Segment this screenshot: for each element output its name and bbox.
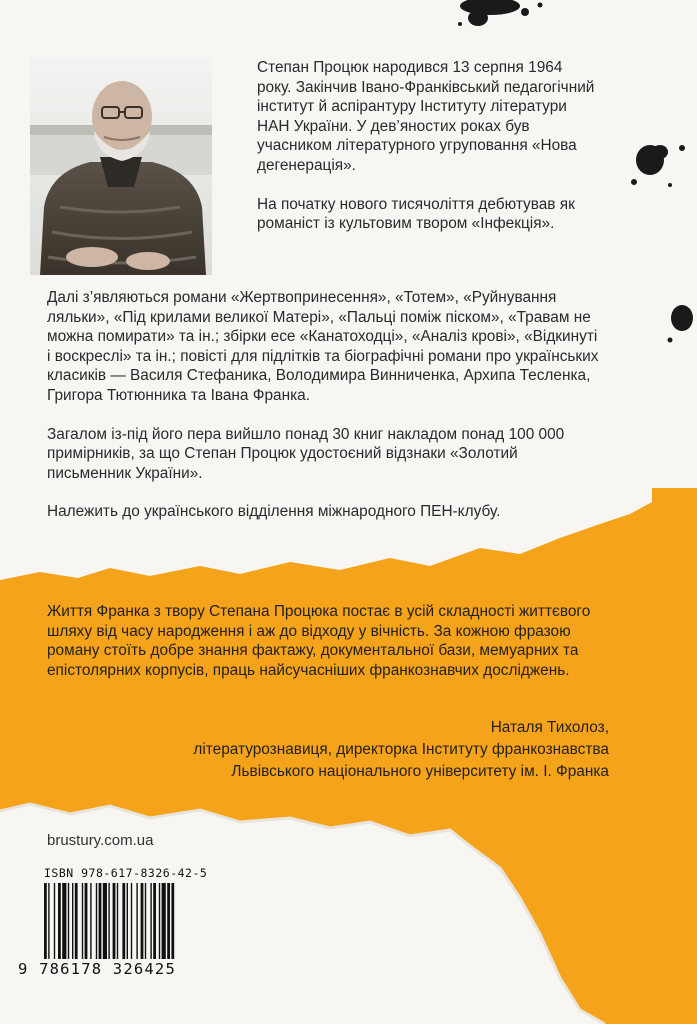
isbn-barcode (18, 866, 218, 984)
bio-paragraph-4: Загалом із-під його пера вийшло понад 30 книг накладом понад 100 000 примірників, за що Степан Процюк удостоєний відзнаки «Золотий письменник України». (47, 425, 565, 482)
quote-author: Наталя Тихолоз, (490, 719, 609, 736)
author-bio-intro (257, 58, 597, 253)
review-quote: Життя Франка з твору Степана Процюка постає в усій складності життєвого шляху від часу народження і аж до відходу у вічність. За кожною фразою роману стоїть добре знання фактажу, документальної бази, мемуарних та епістолярних корпусів, праць найсучасніших франкознавчих досліджень. (47, 603, 591, 679)
isbn-label: ISBN 978-617-8326-42-5 (44, 866, 208, 880)
quote-attribution (49, 717, 609, 783)
barcode-bars (44, 883, 224, 961)
quote-role-line-1: літературознавиця, директорка Інституту франкознавства (193, 741, 609, 758)
bio-paragraph-1: Степан Процюк народився 13 серпня 1964 року. Закінчив Івано-Франківський педагогічний інститут й аспірантуру Інституту літератури НАН України. У дев’яностих роках був учасником літературного угруповання «Нова дегенерація». (257, 59, 595, 174)
ink-splatter-top (430, 0, 580, 40)
barcode-digits: 9 786178 326425 (18, 960, 176, 978)
bio-paragraph-3: Далі з’являються романи «Жертвопринесення», «Тотем», «Руйнування ляльки», «Під крилами великої Матері», «Пальці поміж піском», «Травам не можна помирати» та ін.; збірки есе «Канатоходці», «Аналіз крові», «Відкинуті і воскреслі» та ін.; повісті для підлітків та біографічні романи про українських класиків — Василя Стефаника, Володимира Винниченка, Архипа Тесленка, Григора Тютюнника та Івана Франка. (47, 289, 599, 404)
ink-splatter-right-mid (660, 300, 697, 350)
bio-paragraph-5: Належить до українського відділення міжнародного ПЕН-клубу. (47, 503, 501, 521)
ink-splatter-right (620, 130, 697, 210)
bio-paragraph-2: На початку нового тисячоліття дебютував як романіст із культовим твором «Інфекція». (257, 195, 575, 233)
quote-role-line-2: Львівського національного університету ім. І. Франка (231, 763, 609, 780)
publisher-website[interactable]: brustury.com.ua (47, 832, 154, 849)
author-photo (30, 57, 212, 275)
